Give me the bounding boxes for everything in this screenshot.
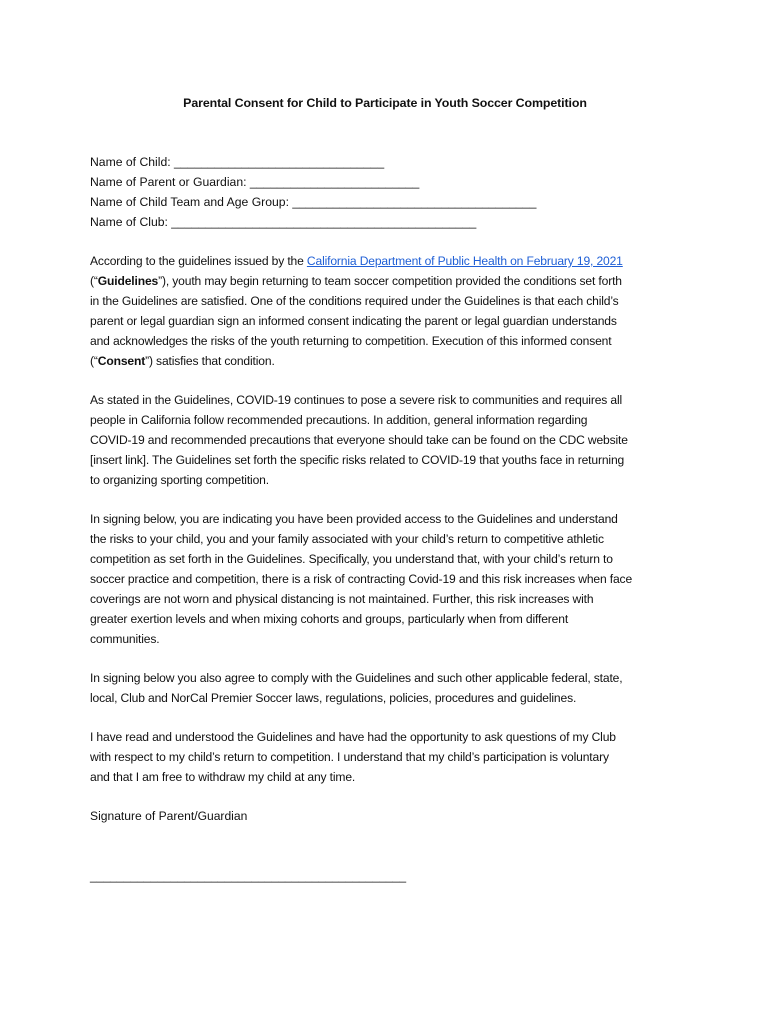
paragraph-text: ”) satisfies that condition. — [145, 354, 275, 368]
paragraph-line: In signing below, you are indicating you have been provided access to the Guidelines and understand — [90, 512, 618, 526]
paragraph-line: with respect to my child’s return to competition. I understand that my child’s participation is voluntary — [90, 750, 609, 764]
paragraph-line: As stated in the Guidelines, COVID-19 continues to pose a severe risk to communities and requires all — [90, 393, 623, 407]
document-title: Parental Consent for Child to Participate in Youth Soccer Competition — [183, 96, 587, 110]
paragraph-line: and acknowledges the risks of the youth returning to competition. Execution of this informed consent — [90, 334, 612, 348]
paragraph-line: soccer practice and competition, there is a risk of contracting Covid-19 and this risk increases when face — [90, 572, 633, 586]
paragraph-line: communities. — [90, 632, 160, 646]
cdph-guidelines-link[interactable]: California Department of Public Health on February 19, 2021 — [306, 254, 623, 268]
parent-name-field: Name of Parent or Guardian: _________________________ — [90, 175, 420, 189]
paragraph-line: [insert link]. The Guidelines set forth the specific risks related to COVID-19 that youths face in returning — [90, 453, 625, 467]
club-name-field: Name of Club: _____________________________________________ — [90, 215, 477, 229]
paragraph-line: in the Guidelines are satisfied. One of the conditions required under the Guidelines is that each child’s — [90, 294, 619, 308]
paragraph-line: people in California follow recommended precautions. In addition, general information regarding — [90, 413, 588, 427]
form-fields — [90, 152, 690, 232]
paragraph-text: (“ — [90, 274, 98, 288]
paragraph-line: the risks to your child, you and your family associated with your child’s return to competitive athletic — [90, 532, 604, 546]
paragraph-text: (“ — [90, 354, 98, 368]
paragraph-line: In signing below you also agree to comply with the Guidelines and such other applicable federal, state, — [90, 671, 623, 685]
paragraph-line: greater exertion levels and when mixing cohorts and groups, particularly when from different — [90, 612, 569, 626]
covid-risk-paragraph — [90, 390, 680, 490]
paragraph-line: local, Club and NorCal Premier Soccer laws, regulations, policies, procedures and guidelines. — [90, 691, 577, 705]
paragraph-line — [90, 351, 680, 371]
signature-label: Signature of Parent/Guardian — [90, 809, 248, 823]
paragraph-text: ”), youth may begin returning to team soccer competition provided the conditions set forth — [158, 274, 622, 288]
voluntary-participation-paragraph — [90, 727, 680, 787]
acknowledgement-paragraph — [90, 509, 680, 649]
signature-line: _______________________________________________ — [90, 869, 407, 883]
paragraph-line: competition as set forth in the Guidelines. Specifically, you understand that, with your child’s return to — [90, 552, 613, 566]
paragraph-line: to organizing sporting competition. — [90, 473, 269, 487]
paragraph-line — [90, 271, 680, 291]
paragraph-text: According to the guidelines issued by the — [90, 254, 307, 268]
guidelines-paragraph — [90, 251, 680, 371]
guidelines-term: Guidelines — [97, 274, 159, 288]
paragraph-line — [90, 251, 680, 271]
paragraph-line: and that I am free to withdraw my child at any time. — [90, 770, 356, 784]
consent-term: Consent — [97, 354, 146, 368]
child-name-field: Name of Child: _______________________________ — [90, 155, 385, 169]
compliance-paragraph — [90, 668, 680, 708]
paragraph-line: I have read and understood the Guidelines and have had the opportunity to ask questions of my Club — [90, 730, 616, 744]
paragraph-line: coverings are not worn and physical distancing is not maintained. Further, this risk increases with — [90, 592, 594, 606]
team-age-group-field: Name of Child Team and Age Group: ____________________________________ — [90, 195, 537, 209]
paragraph-line: parent or legal guardian sign an informed consent indicating the parent or legal guardian understands — [90, 314, 617, 328]
paragraph-line: COVID-19 and recommended precautions that everyone should take can be found on the CDC website — [90, 433, 628, 447]
